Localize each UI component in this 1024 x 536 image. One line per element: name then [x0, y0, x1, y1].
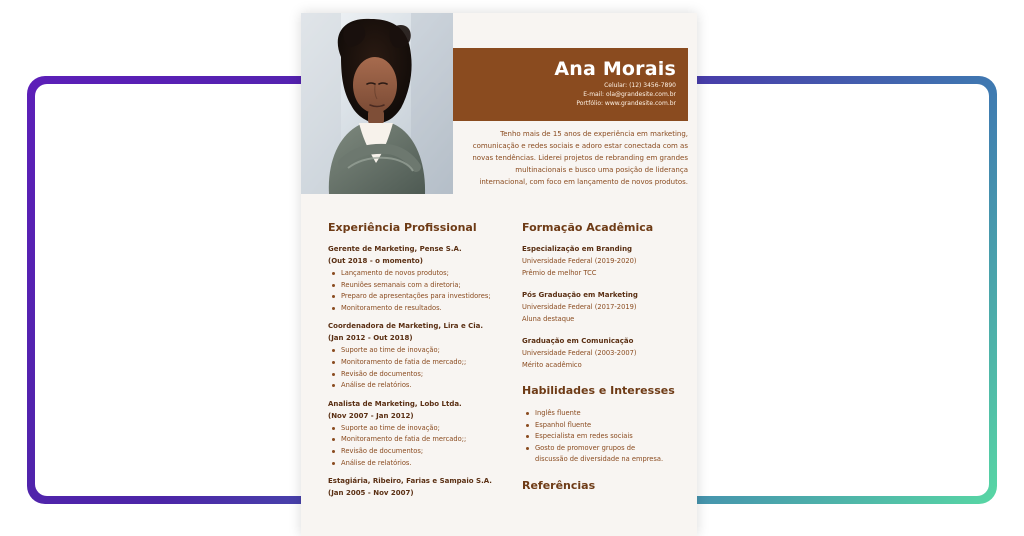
job-bullet: Reuniões semanais com a diretoria; — [328, 280, 503, 292]
skill-item-line: discussão de diversidade na empresa. — [535, 455, 664, 464]
references-title: Referências — [522, 478, 596, 492]
contact-phone: Celular: (12) 3456-7890 — [604, 82, 676, 89]
right-column — [522, 221, 688, 492]
summary-line: novas tendências. Liderei projetos de rebranding em grandes — [472, 154, 688, 162]
summary-line: Tenho mais de 15 anos de experiência em marketing, — [500, 130, 688, 138]
job-title: Coordenadora de Marketing, Lira e Cia. — [328, 322, 484, 331]
skill-item: Espanhol fluente — [522, 420, 688, 432]
job-title: Analista de Marketing, Lobo Ltda. — [328, 399, 462, 408]
skill-item: Inglês fluente — [522, 408, 688, 420]
skills-title: Habilidades e Interesses — [522, 384, 675, 397]
education-item — [522, 289, 688, 325]
job-bullet: Revisão de documentos; — [328, 446, 503, 458]
job-period: (Nov 2007 - Jan 2012) — [328, 411, 414, 420]
resume-sheet — [301, 13, 697, 536]
skill-item-line: Gosto de promover grupos de — [535, 443, 636, 452]
contact-email: E-mail: ola@grandesite.com.br — [583, 91, 676, 98]
experience-title: Experiência Profissional — [328, 221, 477, 234]
summary-line: internacional, com foco em lançamento de novos produtos. — [479, 178, 688, 186]
job-title: Gerente de Marketing, Pense S.A. — [328, 245, 462, 253]
contact-portfolio: Portfólio: www.grandesite.com.br — [576, 100, 676, 107]
job-bullet: Análise de relatórios. — [328, 380, 503, 392]
education-school: Universidade Federal (2019-2020) — [522, 257, 637, 265]
education-note: Prêmio de melhor TCC — [522, 269, 597, 277]
summary-line: multinacionais e busco uma posição de liderança — [515, 166, 688, 174]
job-bullet: Lançamento de novos produtos; — [328, 268, 503, 280]
job-bullet: Revisão de documentos; — [328, 369, 503, 381]
job-block — [328, 320, 503, 391]
summary-line: comunicação e redes sociais e adoro estar conectada com as — [472, 142, 688, 150]
education-degree: Especialização em Branding — [522, 245, 633, 253]
job-bullets — [328, 345, 503, 391]
job-bullets — [328, 268, 503, 314]
job-bullet: Monitoramento de resultados. — [328, 303, 503, 315]
job-bullet: Análise de relatórios. — [328, 458, 503, 470]
education-note: Aluna destaque — [522, 315, 575, 323]
left-column — [328, 221, 503, 499]
job-bullet: Suporte ao time de inovação; — [328, 423, 503, 435]
education-title: Formação Acadêmica — [522, 221, 654, 234]
skill-item: Especialista em redes sociais — [522, 431, 688, 443]
job-block — [328, 475, 503, 499]
skill-item-multiline — [522, 443, 688, 466]
education-degree: Graduação em Comunicação — [522, 337, 634, 345]
job-block — [328, 243, 503, 314]
contact-block — [576, 81, 676, 108]
job-block — [328, 398, 503, 469]
job-bullets — [328, 423, 503, 469]
job-bullet: Monitoramento de fatia de mercado;; — [328, 357, 503, 369]
job-bullet: Suporte ao time de inovação; — [328, 345, 503, 357]
education-school: Universidade Federal (2003-2007) — [522, 349, 637, 357]
job-period: (Out 2018 - o momento) — [328, 257, 423, 265]
job-bullet: Preparo de apresentações para investidores; — [328, 291, 503, 303]
education-note: Mérito acadêmico — [522, 361, 582, 369]
education-item — [522, 335, 688, 371]
profile-photo — [301, 13, 453, 194]
skills-list — [522, 408, 688, 466]
job-period: (Jan 2012 - Out 2018) — [328, 334, 413, 343]
job-title: Estagiária, Ribeiro, Farias e Sampaio S.A. — [328, 477, 492, 486]
name-banner — [453, 48, 688, 121]
job-period: (Jan 2005 - Nov 2007) — [328, 489, 414, 498]
education-item — [522, 243, 688, 279]
education-school: Universidade Federal (2017-2019) — [522, 303, 637, 311]
summary-text — [466, 128, 688, 188]
job-bullet: Monitoramento de fatia de mercado;; — [328, 434, 503, 446]
education-degree: Pós Graduação em Marketing — [522, 291, 638, 299]
name-text: Ana Morais — [554, 58, 676, 80]
